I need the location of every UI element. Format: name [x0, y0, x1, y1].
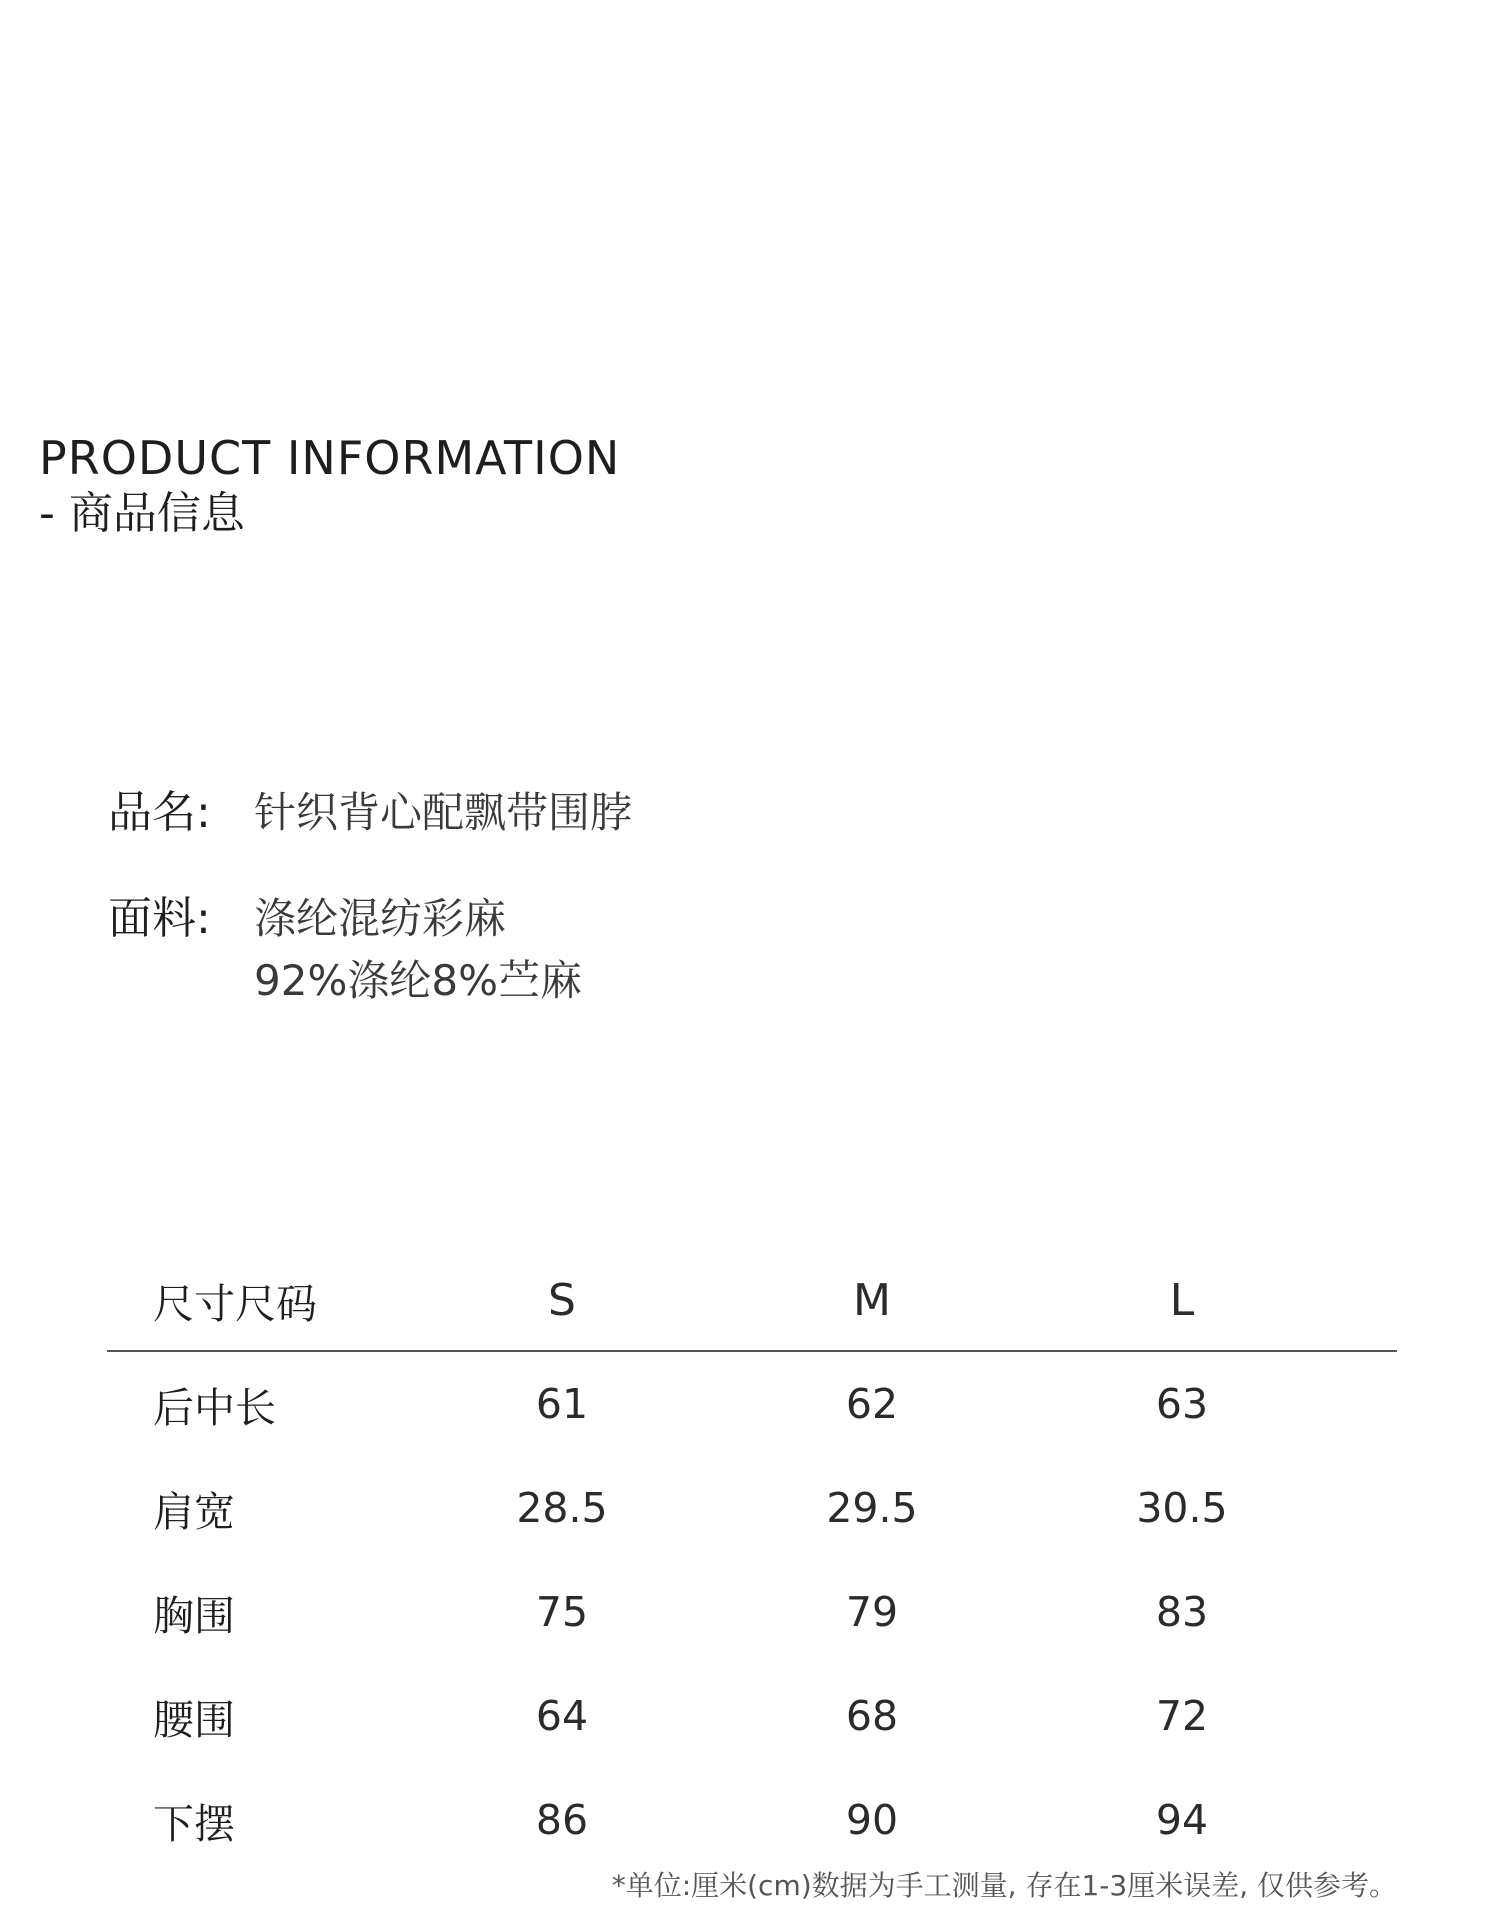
table-cell: 68	[845, 1692, 899, 1740]
fabric-value: 涤纶混纺彩麻	[254, 894, 507, 943]
table-cell: 28.5	[516, 1484, 608, 1532]
table-cell: 64	[535, 1692, 589, 1740]
fabric-row	[108, 888, 632, 1012]
table-row	[107, 1352, 1397, 1456]
page-title-cn: - 商品信息	[39, 488, 245, 539]
fabric-label: 面料:	[108, 893, 211, 944]
page-title-en: PRODUCT INFORMATION	[39, 431, 621, 485]
size-chart-table	[107, 1250, 1397, 1872]
table-cell: 29.5	[826, 1484, 918, 1532]
table-cell: 90	[845, 1796, 899, 1844]
product-name-row	[108, 782, 632, 844]
table-cell: 63	[1155, 1380, 1209, 1428]
product-name-value: 针织背心配飘带围脖	[254, 788, 633, 837]
table-row	[107, 1664, 1397, 1768]
size-header-l: L	[1169, 1274, 1195, 1326]
table-cell: 62	[845, 1380, 899, 1428]
size-header-label: 尺寸尺码	[153, 1279, 317, 1328]
size-header-m: M	[853, 1274, 891, 1326]
table-row	[107, 1560, 1397, 1664]
size-table-header	[107, 1250, 1397, 1352]
row-label: 腰围	[153, 1695, 235, 1744]
product-name-label: 品名:	[108, 787, 211, 838]
table-row	[107, 1456, 1397, 1560]
table-row	[107, 1768, 1397, 1872]
product-info-header	[39, 430, 620, 542]
product-details	[108, 782, 632, 1056]
table-cell: 61	[535, 1380, 589, 1428]
table-cell: 75	[535, 1588, 589, 1636]
table-cell: 72	[1155, 1692, 1209, 1740]
table-cell: 30.5	[1136, 1484, 1228, 1532]
row-label: 肩宽	[153, 1487, 235, 1536]
table-cell: 79	[845, 1588, 899, 1636]
fabric-composition: 92%涤纶8%苎麻	[254, 956, 582, 1005]
table-cell: 83	[1155, 1588, 1209, 1636]
table-cell: 94	[1155, 1796, 1209, 1844]
size-header-s: S	[548, 1274, 576, 1326]
measurement-footnote: *单位:厘米(cm)数据为手工测量, 存在1-3厘米误差, 仅供参考。	[611, 1869, 1397, 1902]
row-label: 下摆	[153, 1799, 235, 1848]
table-cell: 86	[535, 1796, 589, 1844]
row-label: 后中长	[153, 1383, 276, 1432]
row-label: 胸围	[153, 1591, 235, 1640]
